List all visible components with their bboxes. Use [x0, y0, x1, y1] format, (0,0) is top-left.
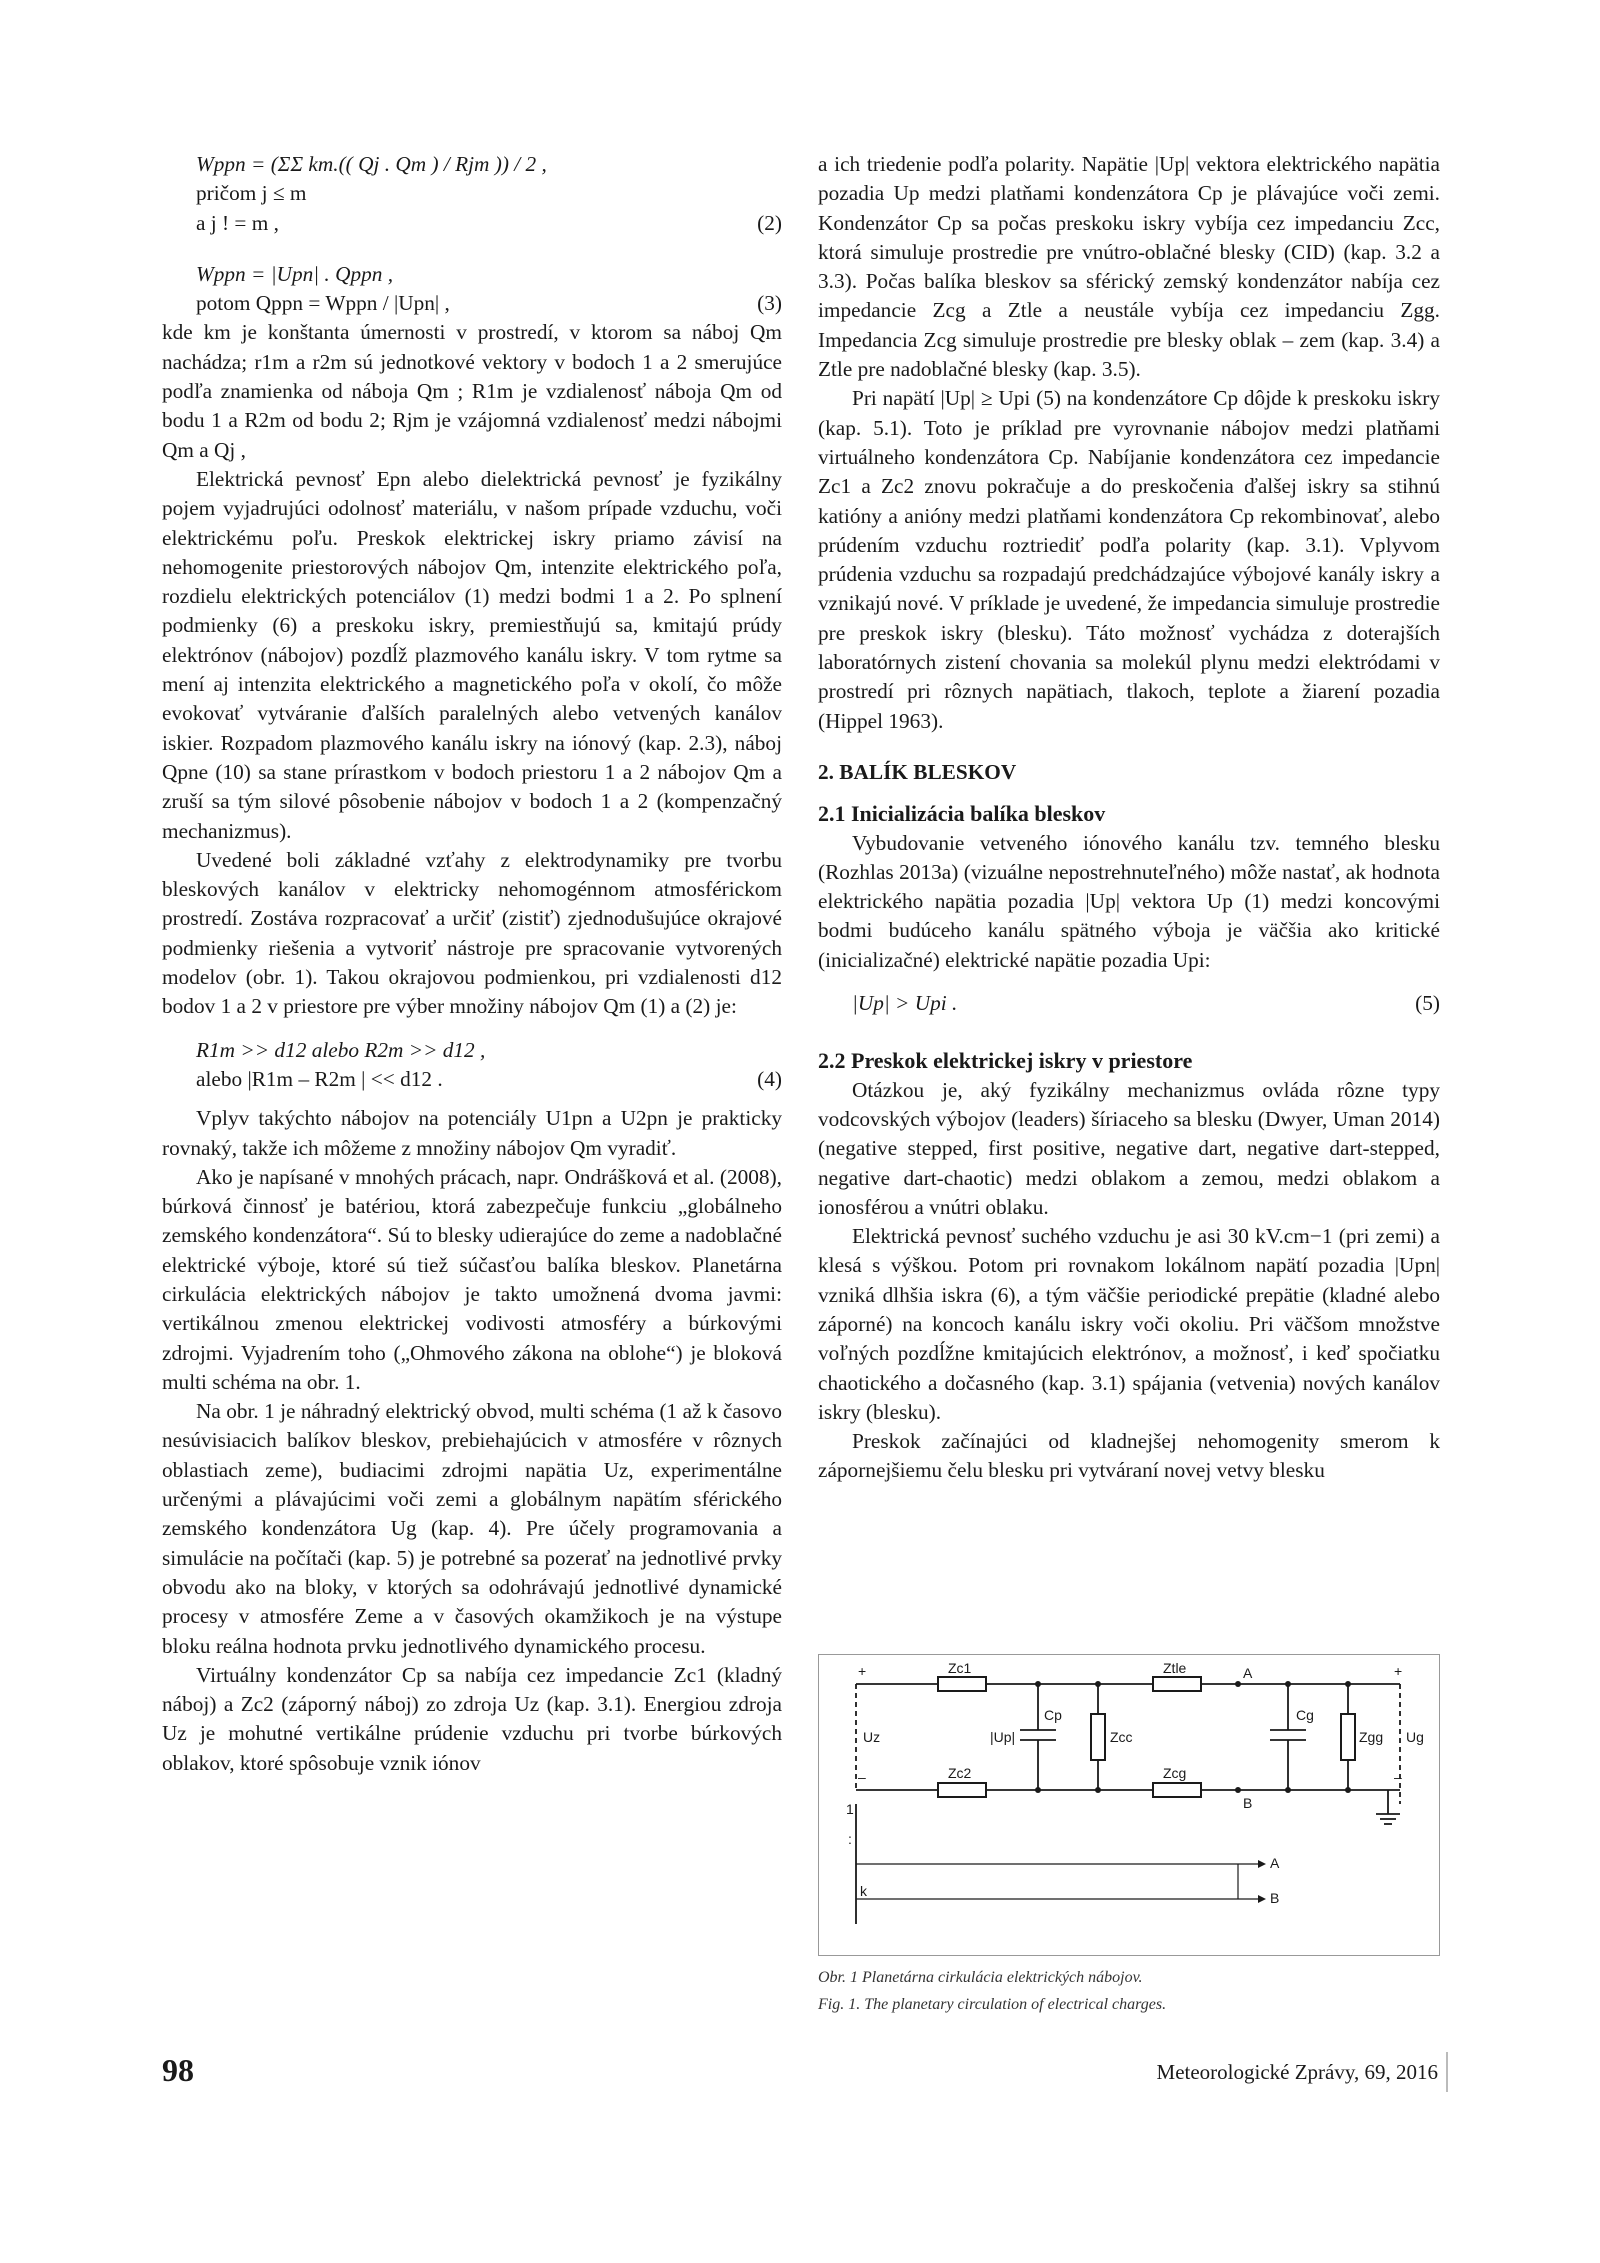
eq3-number: (3) — [757, 291, 782, 316]
paragraph: Na obr. 1 je náhradný elektrický obvod, multi schéma (1 až k časovo nesúvisiacich balíkov bleskov, prebiehajúcich v atmosfére v rôznych oblastiach zeme), budiacimi zdrojmi napätia Uz, experimentálne určenými a plávajúcimi voči zemi a globálnym napätím sférického zemského kondenzátora Ug (kap. 4). Pre účely programovania a simulácie na počítači (kap. 5) je potrebné sa pozerať na jednotlivé prvky obvodu ako na bloky, v ktorých sa odohrávajú jednotlivé dynamické procesy v atmosfére Zeme a v časových okamžikoch je na výstupe bloku reálna hodnota prvku jednotlivého dynamického procesu. — [162, 1399, 782, 1658]
label-ug: Ug — [1406, 1729, 1424, 1745]
label-ztle: Ztle — [1163, 1660, 1187, 1676]
circuit-diagram — [818, 1654, 1440, 1956]
paragraph: Elektrická pevnosť suchého vzduchu je asi 30 kV.cm−1 (pri zemi) a klesá s výškou. Potom pri rovnakom lokálnom napätí pozadia |Upn| vzniká dlhšia iskra (6), a tým väčšie periodické prepätie (kladné alebo záporné) na koncoch kanálu iskry voči okoliu. Pri väčšom množstve voľných pozdĺžne kmitajúcich elektrónov, a možnosť, i keď spočiatku chaotického a dočasného (kap. 3.1) spájania (vetvenia) nových kanálov iskry (blesku). — [818, 1224, 1440, 1424]
label-b: B — [1243, 1795, 1253, 1811]
label-uz: Uz — [863, 1729, 881, 1745]
label-minus: – — [858, 1769, 866, 1785]
equation-4 — [162, 1036, 782, 1095]
left-column — [162, 150, 782, 1778]
circuit-figure — [818, 1654, 1440, 1956]
eq2-line3: a j ! = m , — [196, 210, 279, 235]
eq5-number: (5) — [1415, 991, 1440, 1016]
eq3-line2: potom Qppn = Wppn / |Upn| , — [196, 291, 450, 316]
eq2-line2: pričom j ≤ m — [196, 181, 307, 206]
figure-caption — [818, 1964, 1440, 2018]
label-layer-1: 1 — [846, 1801, 854, 1817]
label-b2: B — [1270, 1890, 1280, 1906]
label-cp: Cp — [1044, 1707, 1062, 1723]
paragraph: a ich triedenie podľa polarity. Napätie |Up| vektora elektrického napätia pozadia Up medzi platňami kondenzátora Cp je plávajúce voči zemi. Kondenzátor Cp sa počas preskoku iskry vybíja cez impedanciu Zcc, ktorá simuluje prostredie pre vnútro-oblačné blesky (CID) (kap. 3.2 a 3.3). Počas balíka bleskov sa sférický zemský kondenzátor nabíja cez impedancie Zcg a Ztle a neustále vybíja cez impedanciu Zgg. Impedancia Zcg simuluje prostredie pre blesky oblak – zem (kap. 3.4) a Ztle pre nadoblačné blesky (kap. 3.5). — [818, 152, 1440, 382]
eq2-line1: Wppn = (ΣΣ km.(( Qj . Qm ) / Rjm )) / 2 , — [196, 152, 547, 176]
label-a2: A — [1270, 1855, 1280, 1871]
caption-en: Fig. 1. The planetary circulation of electrical charges. — [818, 1996, 1167, 2013]
paragraph: kde km je konštanta úmernosti v prostredí, v ktorom sa náboj Qm nachádza; r1m a r2m sú jednotkové vektory v bodoch 1 a 2 smerujúce podľa znamienka od náboja Qm ; R1m je vzdialenosť náboja Qm od bodu 1 a R2m od bodu 2; Rjm je vzájomná vzdialenosť medzi nábojmi Qm a Qj , — [162, 320, 782, 462]
equation-2 — [162, 150, 782, 238]
paragraph: Pri napätí |Up| ≥ Upi (5) na kondenzátore Cp dôjde k preskoku iskry (kap. 5.1). Toto je príklad pre vyrovnanie nábojov medzi platňami virtuálneho kondenzátora Cp. Nabíjanie kondenzátora cez impedancie Zc1 a Zc2 znovu pokračuje a do preskočenia ďalšej iskry sa stihnú katióny a anióny medzi platňami kondenzátora Cp rekombinovať, alebo prúdením vzduchu roztriediť podľa polarity (kap. 3.1). Vplyvom prúdenia vzduchu sa rozpadajú predchádzajúce výbojové kanály iskry a vznikajú nové. V príklade je uvedené, že impedancia simuluje prostredie pre preskok iskry (blesku). Táto možnosť vychádza z doterajších laboratórnych zistení chovania sa molekúl plynu medzi elektródami v prostredí pri rôznych napätiach, tlakoch, teplote a žiarení pozadia (Hippel 1963). — [818, 386, 1440, 733]
paragraph: Uvedené boli základné vzťahy z elektrodynamiky pre tvorbu bleskových kanálov v elektricky nehomogénnom atmosférickom prostredí. Zostáva rozpracovať a určiť (zistiť) zjednodušujúce okrajové podmienky riešenia a vytvoriť nástroje pre spracovanie vytvorených modelov (obr. 1). Takou okrajovou podmienkou, pri vzdialenosti d12 bodov 1 a 2 v priestore pre výber množiny nábojov Qm (1) a (2) je: — [162, 847, 782, 1019]
label-plus: + — [1394, 1663, 1403, 1679]
eq4-line1: R1m >> d12 alebo R2m >> d12 , — [196, 1037, 486, 1062]
eq4-number: (4) — [757, 1066, 782, 1091]
label-layer-k: k — [860, 1883, 867, 1899]
label-plus: + — [858, 1663, 867, 1679]
eq2-number: (2) — [757, 210, 782, 235]
page-number: 98 — [162, 2052, 194, 2088]
paragraph: Virtuálny kondenzátor Cp sa nabíja cez impedancie Zc1 (kladný náboj) a Zc2 (záporný náboj) zo zdroja Uz (kap. 3.1). Energiou zdroja Uz je mohutné vertikálne prúdenie vzduchu pri tvorbe búrkových oblakov, ktoré spôsobuje vznik iónov — [162, 1662, 782, 1775]
label-zcg: Zcg — [1163, 1765, 1187, 1781]
label-minus: – — [1394, 1769, 1402, 1785]
footer-rule — [1446, 2052, 1448, 2092]
paragraph: Preskok začínajúci od kladnejšej nehomogenity smerom k zápornejšiemu čelu blesku pri vytváraní novej vetvy blesku — [818, 1429, 1440, 1483]
paragraph: Elektrická pevnosť Epn alebo dielektrická pevnosť je fyzikálny pojem vyjadrujúci odolnosť materiálu, v našom prípade vzduchu, voči elektrickému poľu. Preskok elektrickej iskry priamo závisí na nehomogenite priestorových nábojov Qm, intenzite elektrického poľa, rozdielu elektrických potenciálov (1) medzi bodmi 1 a 2. Po splnení podmienky (6) a preskoku iskry, premiestňujú sa, kmitajú prúdy elektrónov (nábojov) pozdĺž plazmového kanálu iskry. V tom rytme sa mení aj intenzita elektrického a magnetického poľa v okolí, čo môže evokovať vytváranie ďalších paralelných alebo vetvených kanálov iskier. Rozpadom plazmového kanálu iskry na iónový (kap. 2.3), náboj Qpne (10) sa stane prírastkom v bodoch priestoru 1 a 2 nábojov Qm a zruší sa tým silové pôsobenie nábojov v bodoch 1 a 2 (kompenzačný mechanizmus). — [162, 466, 782, 843]
equation-5 — [818, 989, 1440, 1018]
paragraph: Otázkou je, aký fyzikálny mechanizmus ovláda rôzne typy vodcovských výbojov (leaders) šíriaceho sa blesku (Dwyer, Uman 2014) (negative stepped, first positive, negative dart, negative dart-stepped, negative dart-chaotic) medzi oblakom a zemou, medzi oblakom a ionosférou a vnútri oblaku. — [818, 1077, 1440, 1219]
eq3-line1: Wppn = |Upn| . Qppn , — [196, 261, 394, 286]
right-column — [818, 150, 1440, 1486]
journal-reference: Meteorologické Zprávy, 69, 2016 — [1156, 2060, 1438, 2084]
label-zgg: Zgg — [1359, 1729, 1384, 1745]
label-dots: : — [848, 1831, 852, 1847]
eq4-line2: alebo |R1m – R2m | << d12 . — [196, 1066, 443, 1091]
paragraph: Vybudovanie vetveného iónového kanálu tzv. temného blesku (Rozhlas 2013a) (vizuálne nepostrehnuteľného) môže nastať, ak hodnota elektrického napätia pozadia |Up| vektora Up (1) medzi koncovými bodmi budúceho kanálu spätného výboja je väčšia ako kritické (inicializačné) elektrické napätie pozadia Upi: — [818, 830, 1440, 972]
section-heading: 2. BALÍK BLESKOV — [818, 759, 1017, 784]
eq5: |Up| > Upi . — [852, 991, 958, 1016]
caption-sk: Obr. 1 Planetárna cirkulácia elektrických nábojov. — [818, 1969, 1143, 1986]
subsection-heading: 2.1 Inicializácia balíka bleskov — [818, 801, 1106, 827]
equation-3 — [162, 260, 782, 319]
label-zc1: Zc1 — [948, 1660, 972, 1676]
label-up: |Up| — [990, 1729, 1016, 1745]
label-zcc: Zcc — [1110, 1729, 1133, 1745]
paragraph: Vplyv takýchto nábojov na potenciály U1pn a U2pn je prakticky rovnaký, takže ich môžeme z množiny nábojov Qm vyradiť. — [162, 1106, 782, 1160]
label-a: A — [1243, 1665, 1253, 1681]
subsection-heading: 2.2 Preskok elektrickej iskry v priestore — [818, 1048, 1193, 1074]
label-cg: Cg — [1296, 1707, 1314, 1723]
label-zc2: Zc2 — [948, 1765, 972, 1781]
paragraph: Ako je napísané v mnohých prácach, napr. Ondrášková et al. (2008), búrková činnosť je batériou, ktorá zabezpečuje funkciu „globálneho zemského kondenzátora“. Sú to blesky udierajúce do zeme a nadoblačné elektrické výboje, ktoré sú tiež súčasťou balíka bleskov. Planetárna cirkulácia elektrických nábojov je takto umožnená dvoma javmi: vertikálnou zmenou elektrickej vodivosti atmosféry a búrkovými zdrojmi. Vyjadrením toho („Ohmového zákona na oblohe“) je bloková multi schéma na obr. 1. — [162, 1164, 782, 1394]
